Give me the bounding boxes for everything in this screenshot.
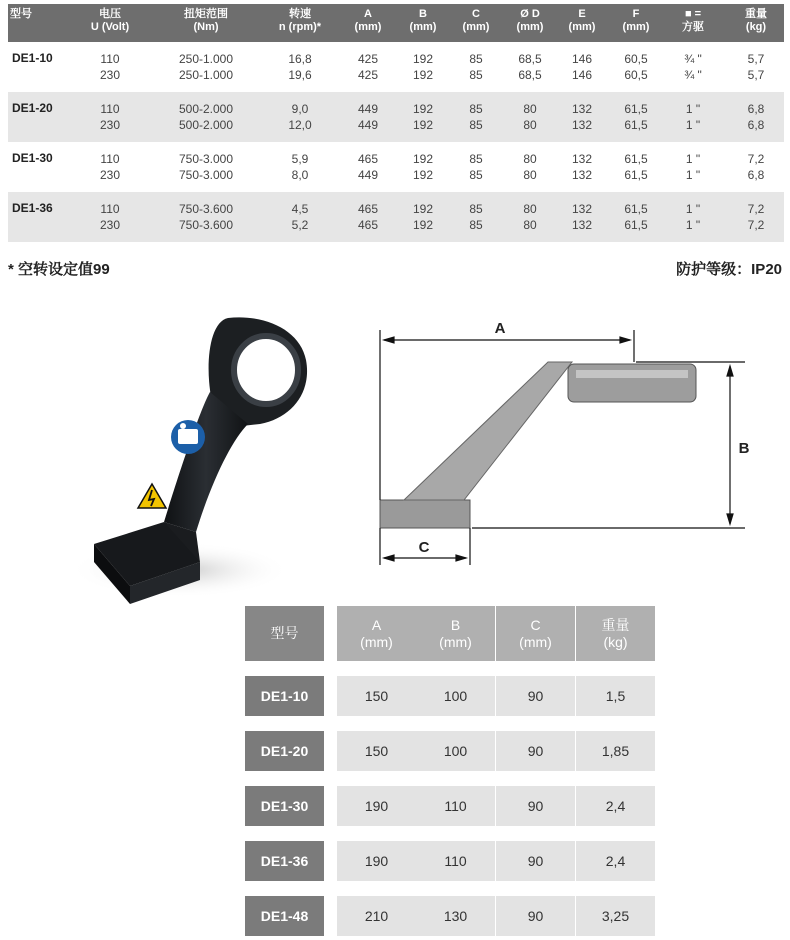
spec-cell-f: [614, 151, 658, 183]
spec-value: 132: [571, 202, 593, 216]
size-cell-c: 90: [496, 676, 575, 716]
size-row-model: DE1-20: [245, 731, 324, 771]
spec-value: 7,2: [747, 202, 765, 216]
spec-value: 1 ": [685, 168, 701, 182]
spec-value: 465: [357, 152, 379, 166]
spec-cell-drive: [673, 51, 713, 83]
spec-value: 61,5: [624, 118, 648, 132]
idle-setting-note: * 空转设定值99: [8, 261, 110, 278]
spec-cell-weight: [734, 51, 778, 83]
size-cell-a: 150: [337, 676, 416, 716]
spec-value: 61,5: [624, 102, 648, 116]
spec-value: 132: [571, 218, 593, 232]
spec-value: 19,6: [288, 68, 312, 82]
spec-value: 61,5: [624, 202, 648, 216]
spec-value: 85: [469, 118, 483, 132]
spec-cell-e: [560, 201, 604, 233]
spec-table: [8, 4, 784, 242]
spec-cell-a: [346, 151, 390, 183]
size-cell-a: 190: [337, 786, 416, 826]
spec-value: 1 ": [685, 152, 701, 166]
spec-value: 8,0: [291, 168, 309, 182]
size-cell-a: 210: [337, 896, 416, 936]
spec-value: 110: [100, 102, 120, 116]
spec-row: [8, 42, 784, 92]
protection-class-note: 防护等级：IP20: [676, 261, 782, 278]
size-cell-weight: 2,4: [576, 841, 655, 881]
spec-value: 16,8: [288, 52, 312, 66]
spec-value: 61,5: [624, 168, 648, 182]
spec-value: 85: [469, 68, 483, 82]
spec-value: 132: [571, 168, 593, 182]
size-row-model: DE1-48: [245, 896, 324, 936]
spec-cell-torque: [166, 51, 246, 83]
spec-cell-drive: [673, 101, 713, 133]
header-voltage: 电压 U (Volt): [90, 8, 130, 33]
spec-value: 192: [412, 52, 434, 66]
model-name: DE1-20: [12, 101, 53, 115]
spec-value: 80: [523, 102, 537, 116]
size-header-weight: [576, 606, 655, 661]
size-header-text: C: [530, 616, 541, 633]
spec-cell-drive: [673, 201, 713, 233]
spec-cell-voltage: [74, 101, 146, 133]
spec-value: 1 ": [685, 202, 701, 216]
spec-value: 132: [571, 102, 593, 116]
spec-cell-c: [454, 51, 498, 83]
header-d: Ø D (mm): [516, 8, 544, 33]
spec-cell-weight: [734, 151, 778, 183]
spec-cell-b: [401, 51, 445, 83]
size-row-model: DE1-36: [245, 841, 324, 881]
header-model: 型号: [10, 8, 32, 20]
size-header-c: [496, 606, 575, 661]
spec-value: 500-2.000: [178, 118, 234, 132]
spec-value: 85: [469, 52, 483, 66]
spec-value: 110: [100, 202, 120, 216]
spec-value: 1 ": [685, 102, 701, 116]
spec-value: 146: [571, 52, 593, 66]
spec-cell-d: [507, 201, 553, 233]
spec-cell-f: [614, 201, 658, 233]
header-f: F (mm): [622, 8, 650, 33]
spec-value: 750-3.600: [178, 202, 234, 216]
spec-value: 110: [100, 52, 120, 66]
size-cell-c: 90: [496, 786, 575, 826]
spec-value: 9,0: [291, 102, 309, 116]
spec-cell-a: [346, 51, 390, 83]
size-header-text: (mm): [439, 633, 472, 650]
spec-value: 192: [412, 202, 434, 216]
spec-value: 146: [571, 68, 593, 82]
spec-cell-speed: [262, 101, 338, 133]
spec-value: 750-3.000: [178, 152, 234, 166]
spec-value: 85: [469, 152, 483, 166]
size-cell-c: 90: [496, 841, 575, 881]
spec-value: 85: [469, 218, 483, 232]
spec-value: 60,5: [624, 52, 648, 66]
header-e: E (mm): [568, 8, 596, 33]
spec-value: 449: [357, 102, 379, 116]
spec-cell-e: [560, 101, 604, 133]
model-name: DE1-10: [12, 51, 53, 65]
size-cell-weight: 1,85: [576, 731, 655, 771]
size-header-text: (mm): [360, 633, 393, 650]
size-header-text: 重量: [601, 616, 630, 633]
spec-cell-speed: [262, 51, 338, 83]
spec-value: 80: [523, 202, 537, 216]
spec-value: 1 ": [685, 118, 701, 132]
spec-cell-e: [560, 51, 604, 83]
spec-table-header: [8, 4, 784, 42]
spec-value: 4,5: [291, 202, 309, 216]
spec-cell-b: [401, 201, 445, 233]
spec-value: 1 ": [685, 218, 701, 232]
spec-cell-weight: [734, 101, 778, 133]
spec-value: 80: [523, 152, 537, 166]
spec-cell-d: [507, 101, 553, 133]
spec-cell-f: [614, 51, 658, 83]
spec-cell-drive: [673, 151, 713, 183]
spec-value: 6,8: [747, 168, 765, 182]
spec-row: [8, 142, 784, 192]
size-header-text: (mm): [519, 633, 552, 650]
header-weight: 重量 (kg): [745, 8, 767, 33]
spec-value: 68,5: [518, 68, 542, 82]
spec-value: 250-1.000: [178, 52, 234, 66]
spec-cell-b: [401, 151, 445, 183]
size-cell-b: 110: [416, 841, 495, 881]
size-header-text: B: [450, 616, 461, 633]
spec-value: ¾ ": [684, 52, 702, 66]
spec-cell-speed: [262, 201, 338, 233]
spec-value: 449: [357, 168, 379, 182]
spec-value: 6,8: [747, 118, 765, 132]
spec-value: 85: [469, 102, 483, 116]
spec-value: ¾ ": [684, 68, 702, 82]
label-a: A: [494, 320, 506, 337]
size-cell-weight: 2,4: [576, 786, 655, 826]
spec-value: 80: [523, 118, 537, 132]
spec-value: 5,7: [747, 52, 765, 66]
size-cell-b: 130: [416, 896, 495, 936]
spec-cell-voltage: [74, 151, 146, 183]
spec-cell-speed: [262, 151, 338, 183]
spec-value: 465: [357, 218, 379, 232]
size-row-model: DE1-10: [245, 676, 324, 716]
spec-value: 230: [99, 168, 121, 182]
spec-value: 110: [100, 152, 120, 166]
spec-cell-torque: [166, 201, 246, 233]
spec-value: 5,9: [291, 152, 309, 166]
spec-value: 85: [469, 168, 483, 182]
size-cell-b: 110: [416, 786, 495, 826]
spec-value: 425: [357, 68, 379, 82]
size-cell-a: 190: [337, 841, 416, 881]
header-b: B (mm): [409, 8, 437, 33]
spec-cell-d: [507, 151, 553, 183]
spec-value: 80: [523, 168, 537, 182]
spec-value: 192: [412, 68, 434, 82]
spec-cell-e: [560, 151, 604, 183]
header-torque: 扭矩范围 (Nm): [184, 8, 228, 33]
spec-value: 750-3.600: [178, 218, 234, 232]
spec-cell-torque: [166, 101, 246, 133]
spec-value: 500-2.000: [178, 102, 234, 116]
spec-value: 192: [412, 218, 434, 232]
spec-value: 6,8: [747, 102, 765, 116]
spec-value: 5,7: [747, 68, 765, 82]
manual-icon: [171, 420, 205, 454]
spec-cell-weight: [734, 201, 778, 233]
spec-cell-a: [346, 101, 390, 133]
spec-cell-d: [507, 51, 553, 83]
spec-value: 61,5: [624, 152, 648, 166]
spec-cell-voltage: [74, 201, 146, 233]
warning-icon: [138, 484, 166, 508]
model-name: DE1-30: [12, 151, 53, 165]
spec-value: 192: [412, 168, 434, 182]
spec-value: 132: [571, 118, 593, 132]
spec-cell-f: [614, 101, 658, 133]
label-b: B: [738, 440, 750, 457]
size-header-model: [245, 606, 324, 661]
header-drive: ■ = 方驱: [682, 8, 704, 33]
spec-value: 7,2: [747, 218, 765, 232]
size-cell-weight: 3,25: [576, 896, 655, 936]
spec-value: 61,5: [624, 218, 648, 232]
spec-value: 250-1.000: [178, 68, 234, 82]
spec-value: 12,0: [288, 118, 312, 132]
wrench-profile: [380, 362, 696, 528]
spec-value: 7,2: [747, 152, 765, 166]
size-cell-a: 150: [337, 731, 416, 771]
spec-value: 750-3.000: [178, 168, 234, 182]
spec-value: 230: [99, 118, 121, 132]
spec-cell-torque: [166, 151, 246, 183]
size-header-b: [416, 606, 495, 661]
spec-cell-c: [454, 101, 498, 133]
spec-value: 465: [357, 202, 379, 216]
spec-value: 449: [357, 118, 379, 132]
size-header-a: [337, 606, 416, 661]
size-cell-b: 100: [416, 731, 495, 771]
spec-value: 192: [412, 152, 434, 166]
spec-value: 85: [469, 202, 483, 216]
spec-cell-a: [346, 201, 390, 233]
spec-value: 132: [571, 152, 593, 166]
size-row-model: DE1-30: [245, 786, 324, 826]
spec-cell-c: [454, 151, 498, 183]
spec-value: 230: [99, 68, 121, 82]
spec-value: 230: [99, 218, 121, 232]
spec-cell-b: [401, 101, 445, 133]
header-a: A (mm): [354, 8, 382, 33]
model-name: DE1-36: [12, 201, 53, 215]
size-header-text: A: [371, 616, 382, 633]
size-cell-c: 90: [496, 731, 575, 771]
size-header-text: 型号: [270, 625, 299, 641]
spec-value: 60,5: [624, 68, 648, 82]
spec-row: [8, 192, 784, 242]
wrench-photo: [60, 300, 350, 620]
spec-value: 80: [523, 218, 537, 232]
label-c: C: [418, 539, 430, 556]
spec-value: 192: [412, 102, 434, 116]
header-speed: 转速 n (rpm)*: [278, 8, 322, 33]
dimension-diagram: [360, 300, 780, 580]
spec-value: 68,5: [518, 52, 542, 66]
spec-value: 5,2: [291, 218, 309, 232]
size-cell-c: 90: [496, 896, 575, 936]
spec-cell-c: [454, 201, 498, 233]
spec-row: [8, 92, 784, 142]
spec-value: 425: [357, 52, 379, 66]
size-header-text: (kg): [603, 633, 628, 650]
size-cell-b: 100: [416, 676, 495, 716]
spec-cell-voltage: [74, 51, 146, 83]
size-cell-weight: 1,5: [576, 676, 655, 716]
header-c: C (mm): [462, 8, 490, 33]
spec-value: 192: [412, 118, 434, 132]
